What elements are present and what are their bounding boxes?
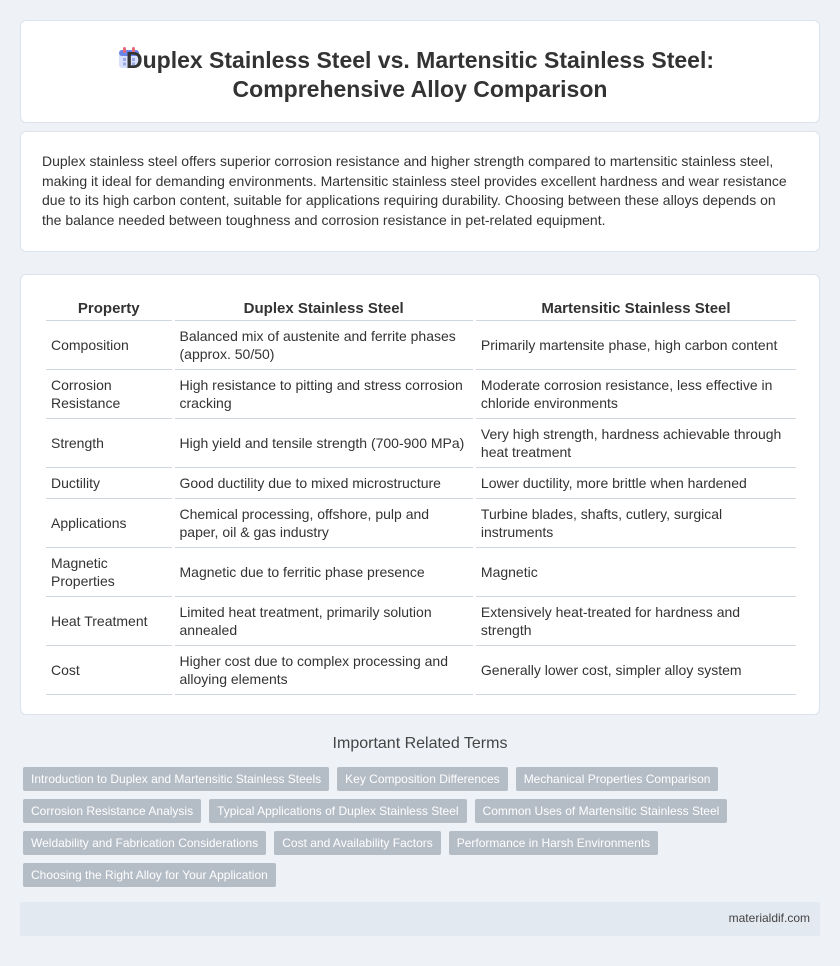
cell-property: Strength bbox=[46, 419, 172, 468]
related-term-link[interactable]: Typical Applications of Duplex Stainless Steel bbox=[209, 799, 466, 823]
related-term-link[interactable]: Common Uses of Martensitic Stainless Steel bbox=[475, 799, 728, 823]
table-row bbox=[46, 370, 796, 419]
footer-site-link[interactable]: materialdif.com bbox=[728, 911, 810, 925]
table-row bbox=[46, 499, 796, 548]
table-row bbox=[46, 597, 796, 646]
related-term-link[interactable]: Choosing the Right Alloy for Your Application bbox=[23, 863, 276, 887]
table-header-row bbox=[46, 295, 796, 321]
comparison-table bbox=[43, 295, 799, 695]
cell-duplex: Magnetic due to ferritic phase presence bbox=[175, 548, 473, 597]
cell-martensitic: Turbine blades, shafts, cutlery, surgical instruments bbox=[476, 499, 796, 548]
cell-martensitic: Moderate corrosion resistance, less effective in chloride environments bbox=[476, 370, 796, 419]
cell-duplex: Balanced mix of austenite and ferrite phases (approx. 50/50) bbox=[175, 321, 473, 370]
tag-row bbox=[23, 863, 823, 887]
comparison-card bbox=[20, 274, 820, 715]
related-terms-heading: Important Related Terms bbox=[332, 735, 508, 752]
cell-martensitic: Magnetic bbox=[476, 548, 796, 597]
table-row bbox=[46, 468, 796, 499]
cell-duplex: High yield and tensile strength (700-900 MPa) bbox=[175, 419, 473, 468]
related-term-link[interactable]: Corrosion Resistance Analysis bbox=[23, 799, 201, 823]
cell-property: Composition bbox=[46, 321, 172, 370]
tag-row bbox=[23, 831, 823, 855]
header-property: Property bbox=[46, 295, 172, 321]
intro-card bbox=[20, 131, 820, 252]
related-term-link[interactable]: Weldability and Fabrication Considerations bbox=[23, 831, 266, 855]
page-title bbox=[21, 46, 819, 104]
related-term-link[interactable]: Mechanical Properties Comparison bbox=[516, 767, 719, 791]
table-row bbox=[46, 419, 796, 468]
cell-property: Ductility bbox=[46, 468, 172, 499]
tag-row bbox=[23, 767, 823, 791]
related-term-link[interactable]: Key Composition Differences bbox=[337, 767, 508, 791]
title-line-1: Duplex Stainless Steel vs. Martensitic Stainless Steel: bbox=[125, 47, 715, 73]
footer bbox=[20, 902, 820, 936]
cell-martensitic: Extensively heat-treated for hardness and strength bbox=[476, 597, 796, 646]
cell-property: Magnetic Properties bbox=[46, 548, 172, 597]
cell-duplex: Chemical processing, offshore, pulp and paper, oil & gas industry bbox=[175, 499, 473, 548]
cell-property: Applications bbox=[46, 499, 172, 548]
tag-row bbox=[23, 799, 823, 823]
cell-duplex: Higher cost due to complex processing and alloying elements bbox=[175, 646, 473, 695]
cell-martensitic: Very high strength, hardness achievable through heat treatment bbox=[476, 419, 796, 468]
related-term-link[interactable]: Introduction to Duplex and Martensitic Stainless Steels bbox=[23, 767, 329, 791]
cell-duplex: Good ductility due to mixed microstructure bbox=[175, 468, 473, 499]
title-card bbox=[20, 20, 820, 123]
related-terms-list bbox=[23, 767, 823, 895]
cell-property: Corrosion Resistance bbox=[46, 370, 172, 419]
table-row bbox=[46, 548, 796, 597]
header-martensitic: Martensitic Stainless Steel bbox=[476, 295, 796, 321]
table-row bbox=[46, 321, 796, 370]
cell-duplex: High resistance to pitting and stress corrosion cracking bbox=[175, 370, 473, 419]
header-duplex: Duplex Stainless Steel bbox=[175, 295, 473, 321]
cell-property: Cost bbox=[46, 646, 172, 695]
cell-martensitic: Generally lower cost, simpler alloy system bbox=[476, 646, 796, 695]
related-term-link[interactable]: Performance in Harsh Environments bbox=[449, 831, 658, 855]
related-term-link[interactable]: Cost and Availability Factors bbox=[274, 831, 441, 855]
cell-martensitic: Primarily martensite phase, high carbon content bbox=[476, 321, 796, 370]
cell-property: Heat Treatment bbox=[46, 597, 172, 646]
cell-martensitic: Lower ductility, more brittle when hardened bbox=[476, 468, 796, 499]
table-row bbox=[46, 646, 796, 695]
cell-duplex: Limited heat treatment, primarily solution annealed bbox=[175, 597, 473, 646]
intro-paragraph: Duplex stainless steel offers superior corrosion resistance and higher strength compared to martensitic stainless steel, making it ideal for demanding environments. Martensitic stainless steel provides excellent hardness and wear resistance due to its high carbon content, suitable for applications requiring durability. Choosing between these alloys depends on the balance needed between toughness and corrosion resistance in pet-related equipment. bbox=[42, 153, 787, 228]
title-line-2: Comprehensive Alloy Comparison bbox=[232, 76, 608, 102]
